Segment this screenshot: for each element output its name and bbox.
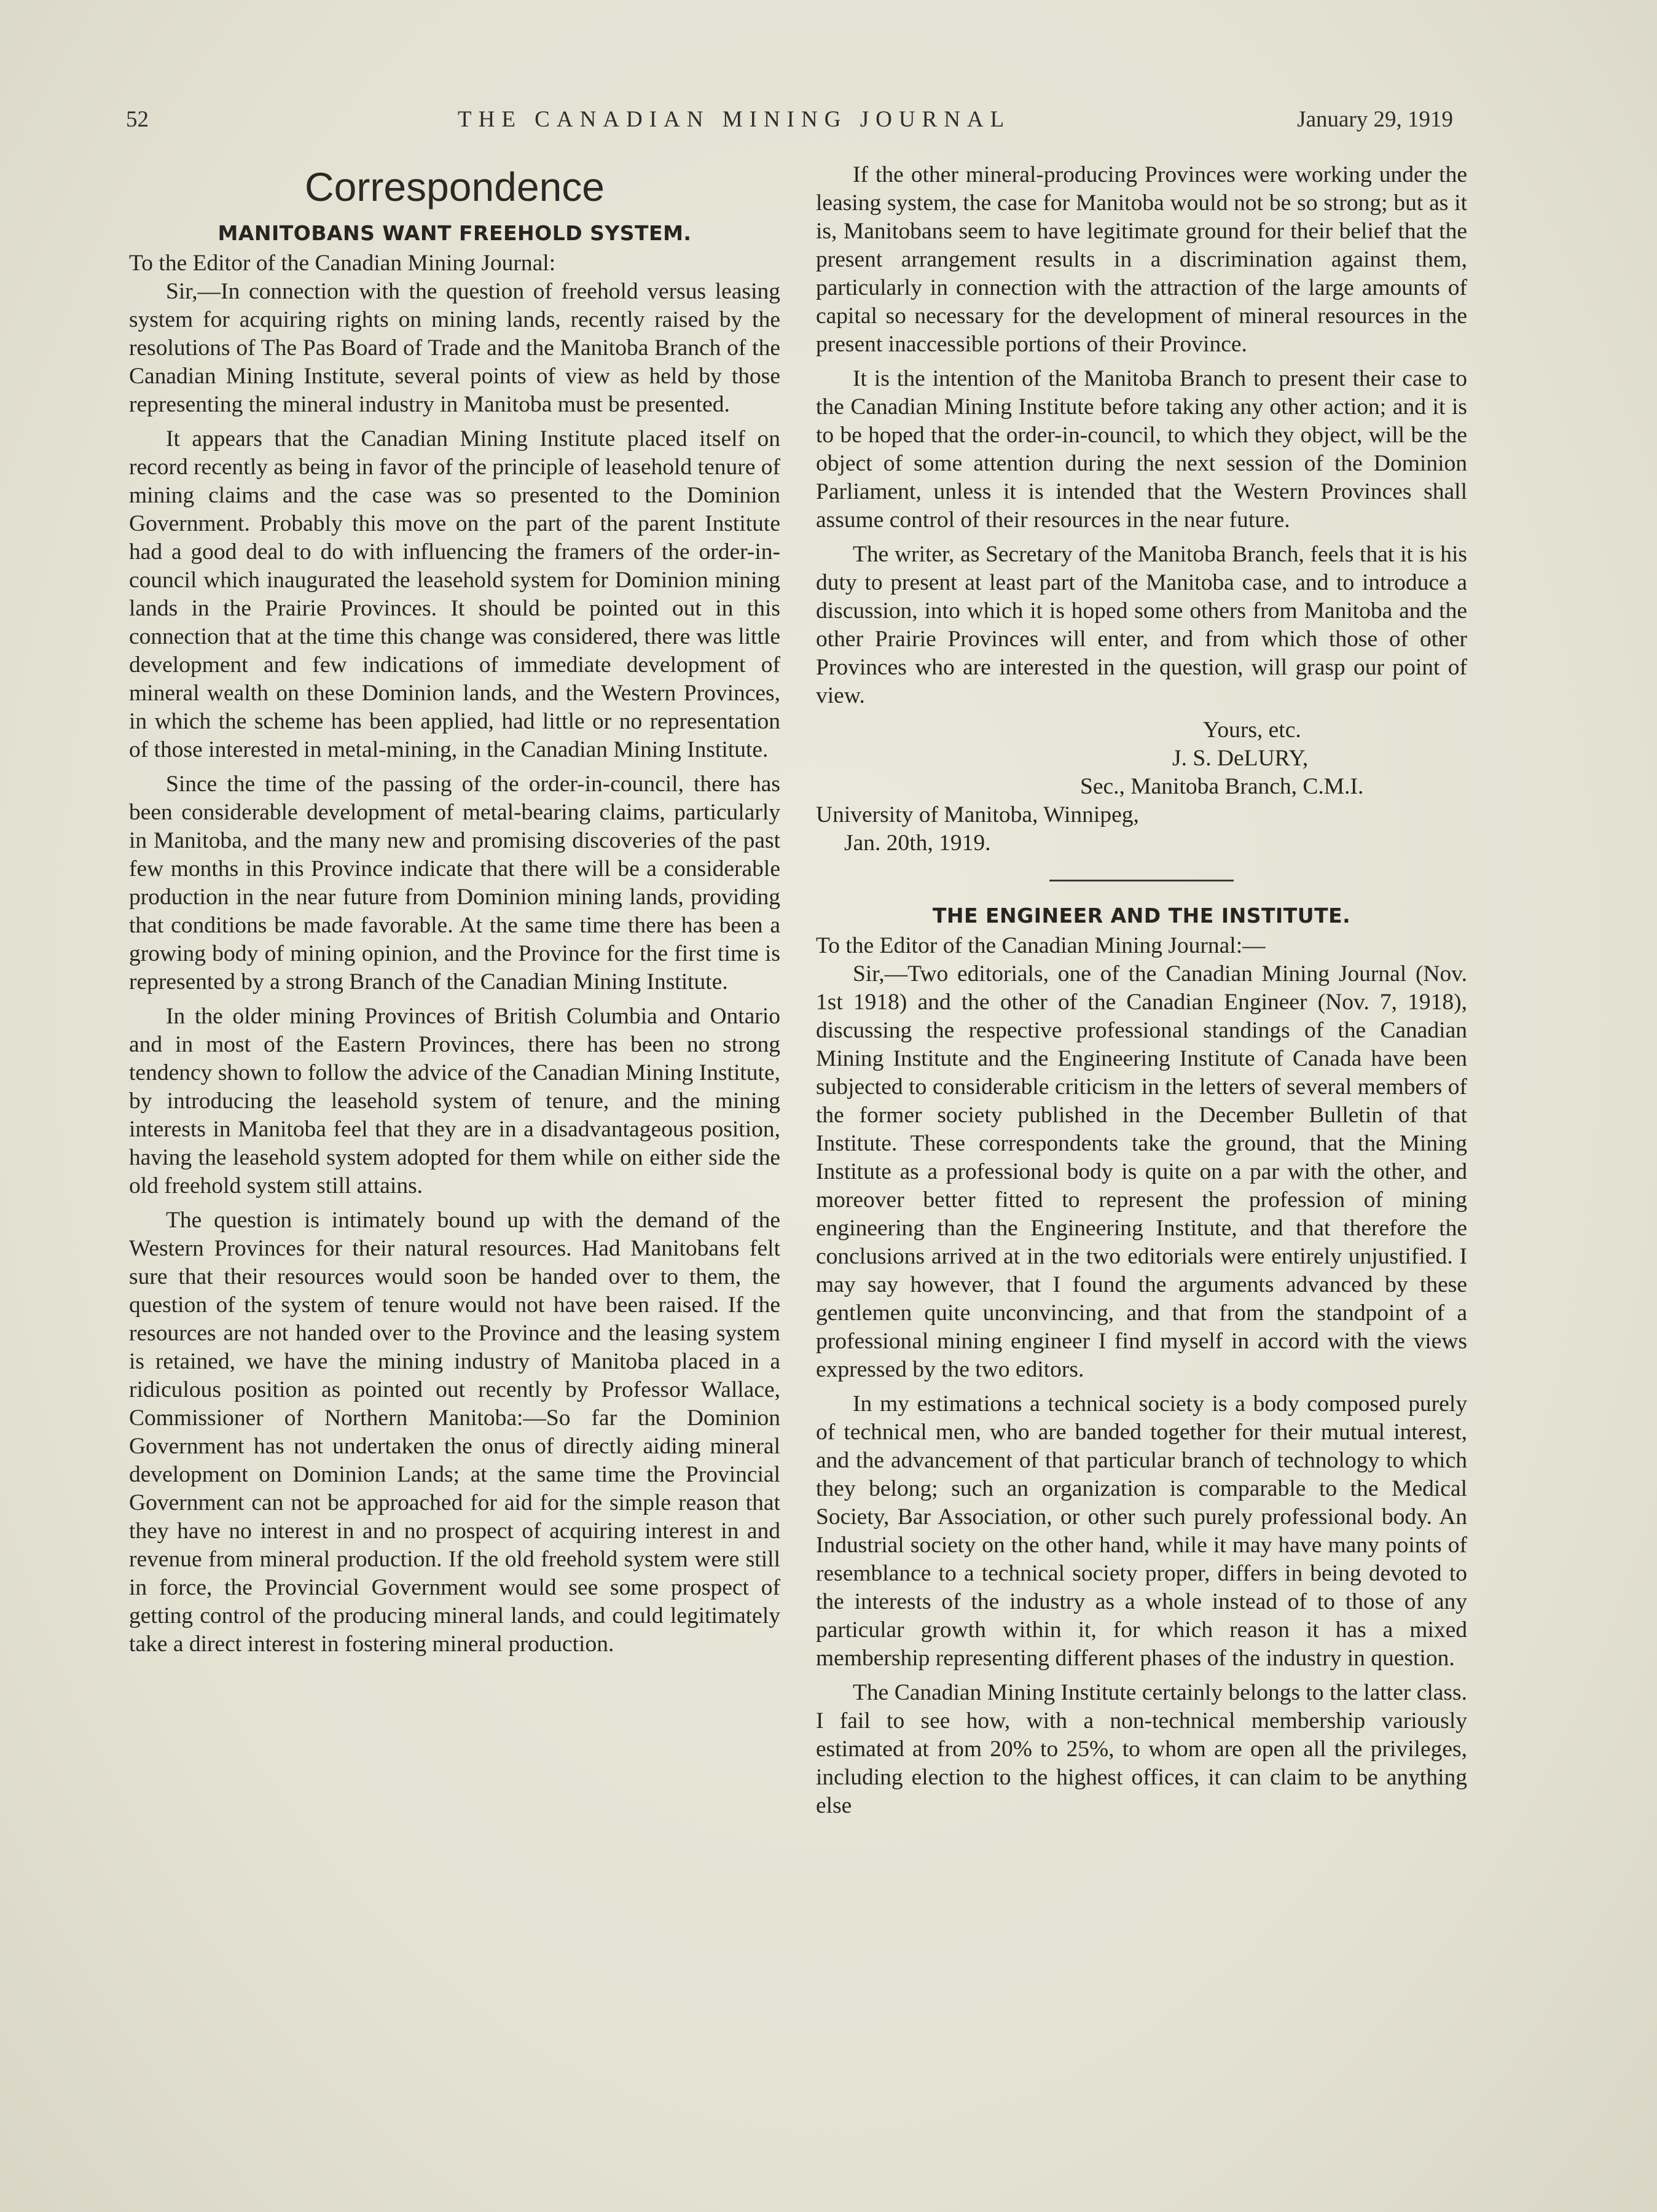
article-paragraph: The Canadian Mining Institute certainly belongs to the latter class. I fail to see how, with a non-technical membership variously estimated at from 20% to 25%, to whom are open all the privileges, including election to the highest offices, it can claim to be anything else [816, 1680, 1467, 1818]
article-paragraph: Sir,—Two editorials, one of the Canadian Mining Journal (Nov. 1st 1918) and the other of the Canadian Engineer (Nov. 7, 1918), discussing the respective professional standings of the Canadian Mining Institute and the Engineering Institute of Canada have been subjected to considerable criticism in the letters of several members of the former society published in the December Bulletin of that Institute. These correspondents take the ground, that the Mining Institute as a professional body is quite on a par with the other, and moreover better fitted to represent the profession of mining engineering than the Engineering Institute, and that therefore the conclusions arrived at in the two editorials were entirely unjustified. I may say however, that I found the arguments advanced by these gentlemen quite unconvincing, and that from the standpoint of a professional mining engineer I find myself in accord with the views expressed by the two editors. [816, 961, 1467, 1382]
article-paragraph: In the older mining Provinces of British Columbia and Ontario and in most of the Eastern Provinces, there has been no strong tendency shown to follow the advice of the Canadian Mining Institute, by introducing the leasehold system of tenure, and the mining interests in Manitoba feel that they are in a disadvantageous position, having the leasehold system adopted for them while on either side the old freehold system still attains. [129, 1004, 780, 1198]
signature-closing: Yours, etc. [1203, 717, 1301, 743]
section-title: Correspondence [305, 164, 605, 209]
right-column [816, 161, 1467, 1826]
article-paragraph: It is the intention of the Manitoba Branch to present their case to the Canadian Mining Institute before taking any other action; and it is to be hoped that the order-in-council, to which they object, will be the object of some attention during the next session of the Dominion Parliament, unless it is intended that the Western Provinces shall assume control of their resources in the near future. [816, 366, 1467, 533]
journal-name: THE CANADIAN MINING JOURNAL [458, 107, 1011, 132]
article-paragraph: The question is intimately bound up with the demand of the Western Provinces for their natural resources. Had Manitobans felt sure that their resources would soon be handed over to them, the question of the system of tenure would not have been raised. If the resources are not handed over to the Province and the leasing system is retained, we have the mining industry of Manitoba placed in a ridiculous position as pointed out recently by Professor Wallace, Commissioner of Northern Manitoba:—So far the Dominion Government has not undertaken the onus of directly aiding mineral development on Dominion Lands; at the same time the Provincial Government can not be approached for aid for the simple reason that they have no interest in and no prospect of acquiring interest in and revenue from mineral production. If the old freehold system were still in force, the Provincial Government would see some prospect of getting control of the producing mineral lands, and could legitimately take a direct interest in fostering mineral production. [129, 1208, 780, 1657]
article-divider [1049, 880, 1234, 881]
article-title-freehold: MANITOBANS WANT FREEHOLD SYSTEM. [217, 221, 692, 245]
left-column [129, 161, 780, 1665]
article-paragraph: Since the time of the passing of the order-in-council, there has been considerable development of metal-bearing claims, particularly in Manitoba, and the many new and promising discoveries of the past few months in this Province indicate that there will be a considerable production in the near future from Dominion mining lands, providing that conditions be made favorable. At the same time there has been a growing body of mining opinion, and the Province for the first time is represented by a strong Branch of the Canadian Mining Institute. [129, 772, 780, 995]
signature-block [816, 716, 1467, 858]
article-salutation: To the Editor of the Canadian Mining Journal:— [816, 933, 1266, 958]
page-number: 52 [126, 107, 149, 132]
article-paragraph: Sir,—In connection with the question of freehold versus leasing system for acquiring rights on mining lands, recently raised by the resolutions of The Pas Board of Trade and the Manitoba Branch of the Canadian Mining Institute, several points of view as held by those representing the mineral industry in Manitoba must be presented. [129, 279, 780, 417]
signature-place: University of Manitoba, Winnipeg, [816, 802, 1139, 827]
signature-title: Sec., Manitoba Branch, C.M.I. [1080, 774, 1364, 799]
article-paragraph: If the other mineral-producing Provinces were working under the leasing system, the case for Manitoba would not be so strong; but as it is, Manitobans seem to have legitimate ground for their belief that the present arrangement results in a discrimination against them, particularly in connection with the attraction of the large amounts of capital so necessary for the development of mineral resources in the present inaccessible portions of their Province. [816, 162, 1467, 357]
article-paragraph: It appears that the Canadian Mining Institute placed itself on record recently as being in favor of the principle of leasehold tenure of mining claims and the case was so presented to the Dominion Government. Probably this move on the part of the parent Institute had a good deal to do with influencing the framers of the order-in-council which inaugurated the leasehold system for Dominion mining lands in the Prairie Provinces. It should be pointed out in this connection that at the time this change was considered, there was little development and few indications of immediate development of mineral wealth on these Dominion lands, and the Western Provinces, in which the scheme has been applied, had little or no representation of those interested in metal-mining, in the Canadian Mining Institute. [129, 426, 780, 762]
running-header [126, 101, 1453, 138]
signature-name: J. S. DeLURY, [1172, 746, 1309, 771]
issue-date: January 29, 1919 [1297, 107, 1453, 132]
article-paragraph: In my estimations a technical society is a body composed purely of technical men, who are banded together for their mutual interest, and the advancement of that particular branch of technology to which they belong; such an organization is comparable to the Medical Society, Bar Association, or other such purely professional body. An Industrial society on the other hand, while it may have many points of resemblance to a technical society proper, differs in being devoted to the interests of the industry as a whole instead of to those of any particular growth within it, for which reason it has a mixed membership representing different phases of the industry in question. [816, 1391, 1467, 1671]
article-salutation: To the Editor of the Canadian Mining Journal: [129, 251, 556, 276]
signature-date: Jan. 20th, 1919. [844, 830, 991, 856]
article-paragraph: The writer, as Secretary of the Manitoba Branch, feels that it is his duty to present at least part of the Manitoba case, and to introduce a discussion, into which it is hoped some others from Manitoba and the other Prairie Provinces will enter, and from which those of other Provinces who are interested in the question, will grasp our point of view. [816, 542, 1467, 708]
article-title-engineer: THE ENGINEER AND THE INSTITUTE. [932, 904, 1351, 928]
